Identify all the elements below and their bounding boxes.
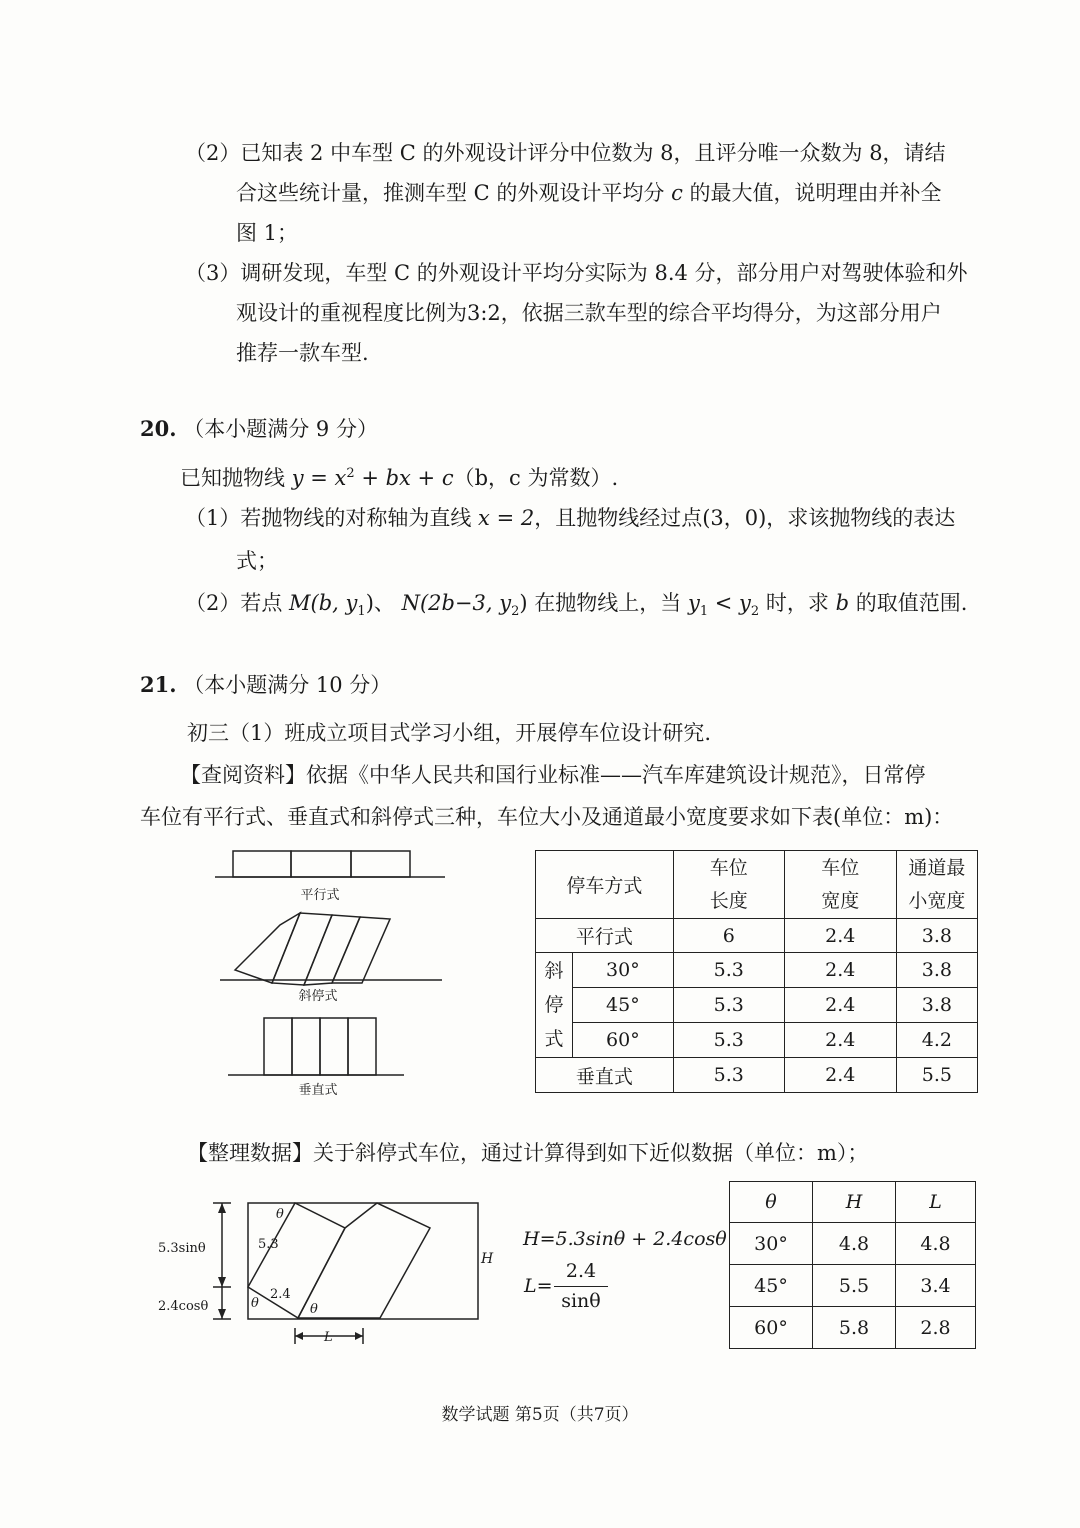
q20-p1-post: ，且抛物线经过点(3，0)，求该抛物线的表达	[534, 506, 956, 530]
q20-points: （本小题满分 9 分）	[183, 417, 378, 441]
t1-cell: 6	[673, 919, 784, 953]
formula-H: H=5.3sinθ + 2.4cosθ	[523, 1228, 727, 1250]
t1-row-parallel	[536, 919, 978, 953]
t2-row	[730, 1223, 976, 1265]
label-len: 5.3	[258, 1237, 279, 1252]
q20-p2-mid2: ) 在抛物线上，当	[519, 591, 688, 615]
q20-p2-y1-sub: 1	[699, 604, 709, 620]
label-H: H	[481, 1251, 494, 1267]
label-theta-left: θ	[251, 1296, 259, 1311]
t2-cell: 45°	[730, 1265, 813, 1307]
t2-cell: 60°	[730, 1307, 813, 1349]
q20-p1-pre: （1）若抛物线的对称轴为直线	[185, 506, 479, 530]
label-5p3-sin: 5.3sinθ	[158, 1241, 206, 1256]
t1-header-width	[784, 851, 896, 919]
t1-cell: 5.3	[673, 1058, 784, 1093]
q19-p3-line1: （3）调研发现，车型 C 的外观设计平均分实际为 8.4 分，部分用户对驾驶体验和外	[185, 261, 968, 285]
q20-p2-mid: )、	[365, 591, 402, 615]
oblique-geometry-figure	[150, 1190, 500, 1350]
q21-intro: 初三（1）班成立项目式学习小组，开展停车位设计研究.	[187, 721, 712, 745]
q20-p2-N: N(2b−3, y	[401, 591, 512, 615]
formula-L-den: sinθ	[561, 1290, 601, 1312]
t1-oblique-char: 斜	[544, 960, 564, 982]
formula-L-lhs: L=	[524, 1275, 553, 1297]
q20-eq-sq: 2	[346, 466, 355, 481]
t2-cell: 30°	[730, 1223, 813, 1265]
q19-p2-line3: 图 1；	[236, 221, 299, 245]
t1-cell: 2.4	[784, 1023, 896, 1058]
q21-number: 21.	[140, 672, 177, 697]
t1-cell: 3.8	[896, 953, 977, 988]
q19-p3-line2: 观设计的重视程度比例为3:2，依据三款车型的综合平均得分，为这部分用户	[236, 301, 942, 325]
t1-cell: 2.4	[784, 919, 896, 953]
t1-cell: 2.4	[784, 953, 896, 988]
oblique-label: 斜停式	[298, 989, 338, 1004]
t1-oblique-char: 式	[544, 1028, 564, 1050]
t1-cell: 5.3	[673, 1023, 784, 1058]
t2-cell: 4.8	[896, 1223, 976, 1265]
formula-L-num: 2.4	[565, 1260, 597, 1282]
t1-cell: 2.4	[784, 988, 896, 1023]
t1-cell: 30°	[573, 953, 674, 988]
t1-cell: 5.5	[896, 1058, 977, 1093]
t1-cell: 45°	[573, 988, 674, 1023]
q20-eq-eq: =	[303, 466, 335, 490]
t1-header-width-2: 宽度	[821, 889, 860, 912]
t2-header-theta: θ	[730, 1182, 813, 1223]
t1-header-width-1: 车位	[821, 856, 860, 879]
t1-header-mode: 停车方式	[536, 851, 674, 919]
t2-cell: 2.8	[896, 1307, 976, 1349]
q19-p3-line3: 推荐一款车型.	[236, 341, 369, 365]
q20-stem-post: （b，c 为常数）.	[453, 466, 619, 490]
t2-cell: 4.8	[813, 1223, 896, 1265]
parallel-label: 平行式	[300, 888, 340, 903]
t1-cell: 平行式	[536, 919, 674, 953]
label-L: L	[324, 1330, 333, 1345]
q20-p2-sub2: 2	[511, 604, 520, 620]
t1-header-length-1: 车位	[709, 856, 748, 879]
t2-cell: 3.4	[896, 1265, 976, 1307]
parking-spec-table	[535, 850, 978, 1093]
t1-cell: 3.8	[896, 919, 977, 953]
t1-oblique-label	[536, 953, 573, 1058]
q20-p2-sub1: 1	[357, 604, 366, 620]
t1-cell: 2.4	[784, 1058, 896, 1093]
t1-cell: 5.3	[673, 953, 784, 988]
parking-layout-figure	[210, 845, 450, 1105]
vertical-layout-diagram	[228, 1018, 404, 1075]
q19-p2-line2-pre: 合这些统计量，推测车型 C 的外观设计平均分	[236, 181, 672, 205]
t2-row	[730, 1265, 976, 1307]
q20-p2-pre: （2）若点	[185, 591, 290, 615]
q20-p2-M: M(b, y	[289, 591, 358, 615]
q20-eq-rest: + bx + c	[354, 466, 454, 490]
t1-row-oblique-45	[536, 988, 978, 1023]
formula-L-bar	[554, 1286, 608, 1287]
label-theta-top: θ	[276, 1207, 284, 1222]
q21-organize-line: 【整理数据】关于斜停式车位，通过计算得到如下近似数据（单位：m）；	[187, 1141, 869, 1165]
q20-header	[140, 414, 378, 444]
t1-row-oblique-30	[536, 953, 978, 988]
q20-p2-b: b	[835, 591, 850, 615]
parallel-layout-diagram	[215, 851, 445, 877]
q21-ref-line2: 车位有平行式、垂直式和斜停式三种，车位大小及通道最小宽度要求如下表(单位：m)：	[140, 805, 954, 829]
q19-p2-line1: （2）已知表 2 中车型 C 的外观设计评分中位数为 8，且评分唯一众数为 8，请结	[185, 141, 946, 165]
t1-cell: 垂直式	[536, 1058, 674, 1093]
t2-cell: 5.5	[813, 1265, 896, 1307]
label-theta-bottom: θ	[310, 1302, 318, 1317]
q20-p2-post: 时，求	[759, 591, 836, 615]
t1-header-length-2: 长度	[709, 889, 748, 912]
q20-p1-line1	[185, 503, 955, 533]
q20-p1-eq: x = 2	[478, 506, 535, 530]
vertical-label: 垂直式	[298, 1083, 338, 1098]
label-wid: 2.4	[270, 1287, 291, 1302]
t1-header-length	[673, 851, 784, 919]
q20-p2-end: 的取值范围.	[849, 591, 968, 615]
q20-stem-pre: 已知抛物线	[180, 466, 292, 490]
page-footer: 数学试题 第5页（共7页）	[441, 1405, 639, 1425]
q20-p1-line2: 式；	[236, 549, 278, 573]
t1-cell: 4.2	[896, 1023, 977, 1058]
oblique-data-table	[729, 1181, 976, 1349]
q20-stem	[180, 459, 618, 493]
q19-p2-line2	[236, 178, 942, 208]
q21-points: （本小题满分 10 分）	[183, 673, 392, 697]
label-2p4-cos: 2.4cosθ	[158, 1299, 209, 1314]
q20-p2-y2: y	[739, 591, 751, 615]
t1-cell: 5.3	[673, 988, 784, 1023]
t2-header-L: L	[896, 1182, 976, 1223]
q20-p2-y2-sub: 2	[750, 604, 760, 620]
t2-header-H: H	[813, 1182, 896, 1223]
q21-header	[140, 670, 391, 700]
t1-header-aisle-2: 小宽度	[908, 889, 966, 912]
q20-p2-y1: y	[687, 591, 700, 615]
q19-var-c: c	[671, 181, 683, 205]
q20-number: 20.	[140, 416, 177, 441]
t1-row-oblique-60	[536, 1023, 978, 1058]
t1-cell: 3.8	[896, 988, 977, 1023]
q19-p2-line2-post: 的最大值，说明理由并补全	[682, 181, 942, 205]
t2-row	[730, 1307, 976, 1349]
q20-p2	[185, 588, 967, 627]
t2-cell: 5.8	[813, 1307, 896, 1349]
q20-eq-y: y	[291, 466, 304, 490]
t1-header-aisle-1: 通道最	[908, 856, 966, 879]
q21-ref-line1: 【查阅资料】依据《中华人民共和国行业标准——汽车库建筑设计规范》，日常停	[180, 763, 926, 787]
t1-row-vertical	[536, 1058, 978, 1093]
q20-eq-x: x	[334, 466, 347, 490]
t1-oblique-char: 停	[544, 994, 564, 1016]
t1-header-aisle	[896, 851, 977, 919]
oblique-layout-diagram	[220, 913, 442, 985]
q20-p2-lt: <	[708, 591, 740, 615]
t1-cell: 60°	[573, 1023, 674, 1058]
